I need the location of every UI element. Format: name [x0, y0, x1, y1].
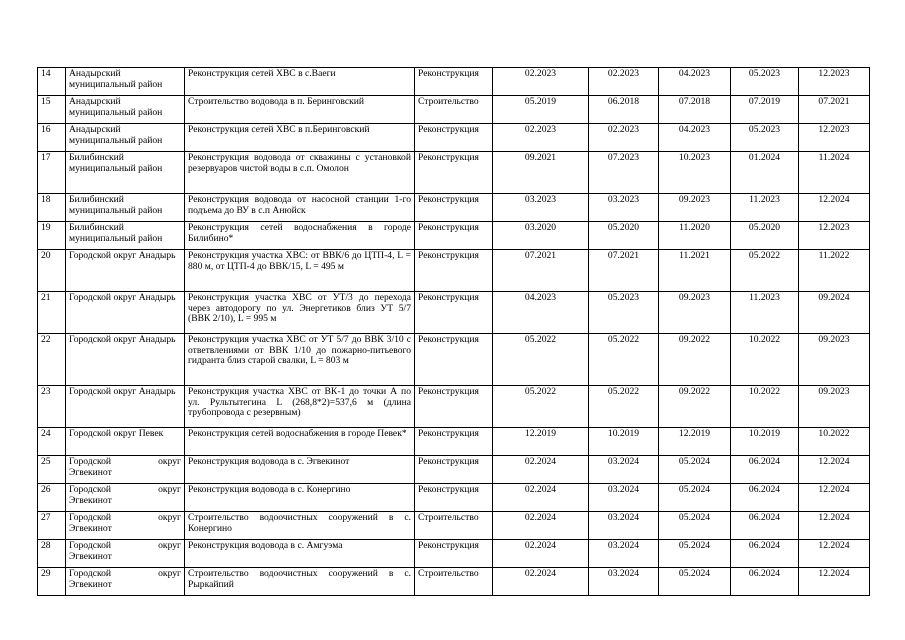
date-cell-3: 05.2024	[659, 540, 731, 568]
date-cell-3: 04.2023	[659, 68, 731, 96]
project-name-cell: Реконструкция сетей ХВС в п.Беринговский	[185, 124, 415, 152]
table-row	[38, 334, 870, 386]
date-cell-5: 12.2023	[799, 124, 870, 152]
work-type-cell: Реконструкция	[415, 292, 493, 334]
project-name-cell: Строительство водоочистных сооружений в с. Рыркайпий	[185, 568, 415, 596]
date-cell-3: 05.2024	[659, 484, 731, 512]
work-type-cell: Реконструкция	[415, 386, 493, 428]
date-cell-5: 07.2021	[799, 96, 870, 124]
date-cell-4: 05.2020	[731, 222, 799, 250]
municipality-cell: Городской округ Эгвекинот	[66, 512, 185, 540]
date-cell-4: 06.2024	[731, 512, 799, 540]
date-cell-3: 11.2021	[659, 250, 731, 292]
project-schedule-table	[37, 67, 870, 596]
row-number: 19	[38, 222, 66, 250]
date-cell-1: 03.2023	[493, 194, 589, 222]
project-name-cell: Реконструкция сетей водоснабжения в городе Билибино*	[185, 222, 415, 250]
row-number: 16	[38, 124, 66, 152]
table-row	[38, 456, 870, 484]
work-type-cell: Строительство	[415, 96, 493, 124]
date-cell-4: 05.2022	[731, 250, 799, 292]
date-cell-2: 07.2021	[589, 250, 659, 292]
date-cell-5: 12.2024	[799, 568, 870, 596]
municipality-cell: Анадырский муниципальный район	[66, 124, 185, 152]
date-cell-3: 09.2022	[659, 386, 731, 428]
row-number: 23	[38, 386, 66, 428]
row-number: 15	[38, 96, 66, 124]
date-cell-2: 02.2023	[589, 68, 659, 96]
municipality-cell: Билибинский муниципальный район	[66, 222, 185, 250]
date-cell-2: 02.2023	[589, 124, 659, 152]
date-cell-4: 05.2023	[731, 68, 799, 96]
project-name-cell: Реконструкция сетей ХВС в с.Ваеги	[185, 68, 415, 96]
municipality-cell: Городской округ Анадырь	[66, 334, 185, 386]
date-cell-5: 12.2023	[799, 68, 870, 96]
project-name-cell: Реконструкция участка ХВС: от ВВК/6 до ЦТП-4, L = 880 м, от ЦТП-4 до ВВК/15, L = 495 м	[185, 250, 415, 292]
work-type-cell: Реконструкция	[415, 152, 493, 194]
table-row	[38, 194, 870, 222]
date-cell-5: 09.2024	[799, 292, 870, 334]
date-cell-1: 09.2021	[493, 152, 589, 194]
project-name-cell: Реконструкция водовода в с. Конергино	[185, 484, 415, 512]
date-cell-4: 10.2019	[731, 428, 799, 456]
date-cell-2: 05.2022	[589, 334, 659, 386]
date-cell-4: 07.2019	[731, 96, 799, 124]
date-cell-2: 03.2023	[589, 194, 659, 222]
date-cell-1: 02.2024	[493, 540, 589, 568]
date-cell-2: 03.2024	[589, 568, 659, 596]
date-cell-3: 09.2023	[659, 194, 731, 222]
date-cell-3: 05.2024	[659, 568, 731, 596]
date-cell-5: 09.2023	[799, 386, 870, 428]
date-cell-2: 05.2023	[589, 292, 659, 334]
work-type-cell: Строительство	[415, 568, 493, 596]
date-cell-2: 10.2019	[589, 428, 659, 456]
row-number: 18	[38, 194, 66, 222]
date-cell-3: 04.2023	[659, 124, 731, 152]
table-row	[38, 124, 870, 152]
row-number: 26	[38, 484, 66, 512]
date-cell-4: 11.2023	[731, 292, 799, 334]
date-cell-3: 05.2024	[659, 512, 731, 540]
row-number: 29	[38, 568, 66, 596]
date-cell-4: 06.2024	[731, 540, 799, 568]
date-cell-4: 06.2024	[731, 568, 799, 596]
table-row	[38, 512, 870, 540]
project-name-cell: Строительство водоочистных сооружений в с. Конергино	[185, 512, 415, 540]
table-row	[38, 428, 870, 456]
date-cell-5: 12.2024	[799, 540, 870, 568]
date-cell-2: 07.2023	[589, 152, 659, 194]
work-type-cell: Строительство	[415, 512, 493, 540]
date-cell-5: 12.2024	[799, 512, 870, 540]
project-name-cell: Реконструкция участка ХВС от УТ/3 до перехода через автодорогу по ул. Энергетиков близ УТ 5/7 (ВВК 2/10), L = 995 м	[185, 292, 415, 334]
table-row	[38, 68, 870, 96]
date-cell-1: 02.2024	[493, 568, 589, 596]
work-type-cell: Реконструкция	[415, 68, 493, 96]
date-cell-5: 12.2024	[799, 194, 870, 222]
work-type-cell: Реконструкция	[415, 428, 493, 456]
row-number: 28	[38, 540, 66, 568]
row-number: 20	[38, 250, 66, 292]
date-cell-5: 11.2022	[799, 250, 870, 292]
table-row	[38, 152, 870, 194]
date-cell-2: 05.2022	[589, 386, 659, 428]
date-cell-4: 06.2024	[731, 484, 799, 512]
date-cell-2: 05.2020	[589, 222, 659, 250]
row-number: 14	[38, 68, 66, 96]
municipality-cell: Билибинский муниципальный район	[66, 194, 185, 222]
table-row	[38, 484, 870, 512]
date-cell-1: 05.2022	[493, 386, 589, 428]
date-cell-5: 12.2024	[799, 456, 870, 484]
date-cell-5: 09.2023	[799, 334, 870, 386]
date-cell-3: 12.2019	[659, 428, 731, 456]
date-cell-4: 01.2024	[731, 152, 799, 194]
row-number: 27	[38, 512, 66, 540]
row-number: 24	[38, 428, 66, 456]
project-name-cell: Реконструкция водовода от насосной станции 1-го подъема до ВУ в с.п Анюйск	[185, 194, 415, 222]
row-number: 22	[38, 334, 66, 386]
municipality-cell: Городской округ Эгвекинот	[66, 456, 185, 484]
project-name-cell: Реконструкция водовода в с. Амгуэма	[185, 540, 415, 568]
work-type-cell: Реконструкция	[415, 124, 493, 152]
project-name-cell: Реконструкция участка ХВС от УТ 5/7 до ВВК 3/10 с ответвлениями от ВВК 1/10 до пожарно-питьевого гидранта близ старой свалки, L = 803 м	[185, 334, 415, 386]
date-cell-1: 12.2019	[493, 428, 589, 456]
date-cell-3: 10.2023	[659, 152, 731, 194]
project-name-cell: Реконструкция водовода в с. Эгвекинот	[185, 456, 415, 484]
date-cell-2: 03.2024	[589, 540, 659, 568]
municipality-cell: Анадырский муниципальный район	[66, 68, 185, 96]
date-cell-4: 10.2022	[731, 386, 799, 428]
date-cell-4: 11.2023	[731, 194, 799, 222]
table-row	[38, 386, 870, 428]
date-cell-3: 09.2022	[659, 334, 731, 386]
municipality-cell: Городской округ Эгвекинот	[66, 484, 185, 512]
table-row	[38, 222, 870, 250]
date-cell-2: 06.2018	[589, 96, 659, 124]
work-type-cell: Реконструкция	[415, 250, 493, 292]
date-cell-1: 02.2023	[493, 68, 589, 96]
date-cell-3: 09.2023	[659, 292, 731, 334]
date-cell-3: 07.2018	[659, 96, 731, 124]
work-type-cell: Реконструкция	[415, 456, 493, 484]
municipality-cell: Анадырский муниципальный район	[66, 96, 185, 124]
date-cell-1: 03.2020	[493, 222, 589, 250]
date-cell-4: 05.2023	[731, 124, 799, 152]
date-cell-1: 07.2021	[493, 250, 589, 292]
municipality-cell: Городской округ Эгвекинот	[66, 568, 185, 596]
date-cell-1: 02.2024	[493, 512, 589, 540]
table-row	[38, 568, 870, 596]
date-cell-1: 02.2024	[493, 456, 589, 484]
date-cell-3: 05.2024	[659, 456, 731, 484]
date-cell-5: 12.2023	[799, 222, 870, 250]
date-cell-2: 03.2024	[589, 484, 659, 512]
municipality-cell: Городской округ Анадырь	[66, 386, 185, 428]
project-name-cell: Реконструкция участка ХВС от ВК-1 до точки А по ул. Рультытегина L (268,8*2)=537,6 м (длина трубопровода с резервным)	[185, 386, 415, 428]
municipality-cell: Городской округ Анадырь	[66, 250, 185, 292]
project-name-cell: Строительство водовода в п. Беринговский	[185, 96, 415, 124]
table-row	[38, 292, 870, 334]
work-type-cell: Реконструкция	[415, 334, 493, 386]
municipality-cell: Городской округ Эгвекинот	[66, 540, 185, 568]
date-cell-4: 10.2022	[731, 334, 799, 386]
date-cell-1: 05.2019	[493, 96, 589, 124]
row-number: 21	[38, 292, 66, 334]
date-cell-1: 05.2022	[493, 334, 589, 386]
row-number: 25	[38, 456, 66, 484]
date-cell-1: 02.2023	[493, 124, 589, 152]
table-row	[38, 96, 870, 124]
project-name-cell: Реконструкция водовода от скважины с установкой резервуаров чистой воды в с.п. Омолон	[185, 152, 415, 194]
municipality-cell: Билибинский муниципальный район	[66, 152, 185, 194]
date-cell-5: 12.2024	[799, 484, 870, 512]
project-name-cell: Реконструкция сетей водоснабжения в городе Певек*	[185, 428, 415, 456]
work-type-cell: Реконструкция	[415, 222, 493, 250]
work-type-cell: Реконструкция	[415, 540, 493, 568]
table-row	[38, 540, 870, 568]
date-cell-4: 06.2024	[731, 456, 799, 484]
date-cell-2: 03.2024	[589, 456, 659, 484]
date-cell-2: 03.2024	[589, 512, 659, 540]
work-type-cell: Реконструкция	[415, 194, 493, 222]
date-cell-1: 04.2023	[493, 292, 589, 334]
municipality-cell: Городской округ Певек	[66, 428, 185, 456]
date-cell-1: 02.2024	[493, 484, 589, 512]
municipality-cell: Городской округ Анадырь	[66, 292, 185, 334]
work-type-cell: Реконструкция	[415, 484, 493, 512]
date-cell-5: 10.2022	[799, 428, 870, 456]
date-cell-3: 11.2020	[659, 222, 731, 250]
date-cell-5: 11.2024	[799, 152, 870, 194]
row-number: 17	[38, 152, 66, 194]
table-row	[38, 250, 870, 292]
